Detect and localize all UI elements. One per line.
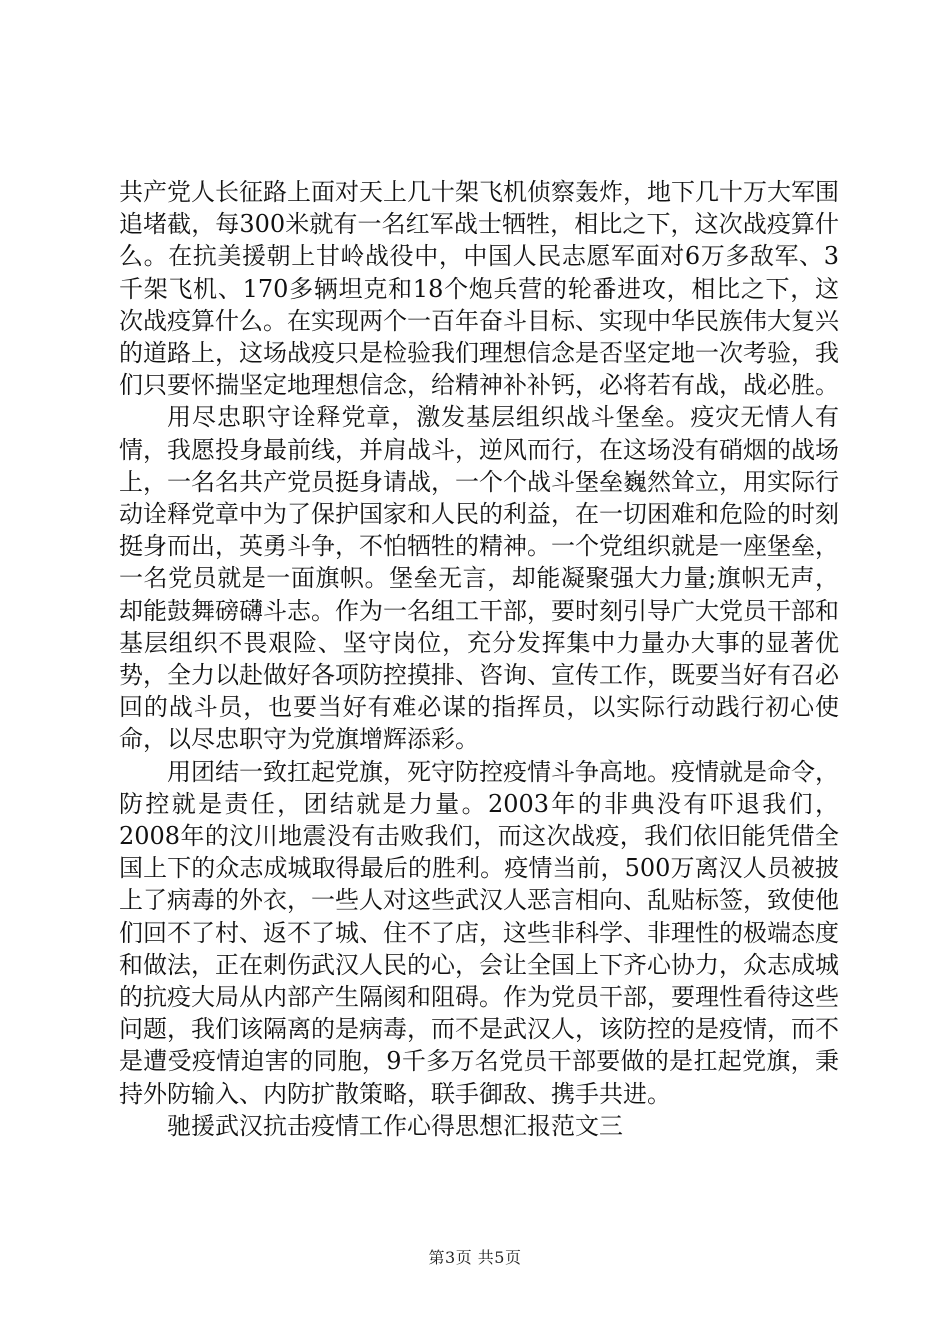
document-body [119,176,839,1142]
page-footer: 第3页 共5页 [428,1248,522,1267]
paragraph-continuation: 共产党人长征路上面对天上几十架飞机侦察轰炸，地下几十万大军围追堵截，每300米就有一名红军战士牺牲，相比之下，这次战疫算什么。在抗美援朝上甘岭战役中，中国人民志愿军面对6万多敌军、3千架飞机、170多辆坦克和18个炮兵营的轮番进攻，相比之下，这次战疫算什么。在实现两个一百年奋斗目标、实现中华民族伟大复兴的道路上，这场战疫只是检验我们理想信念是否坚定地一次考验，我们只要怀揣坚定地理想信念，给精神补补钙，必将若有战，战必胜。 [119,178,839,400]
paragraph-unity: 用团结一致扛起党旗，死守防控疫情斗争高地。疫情就是命令，防控就是责任，团结就是力量。2003年的非典没有吓退我们，2008年的汶川地震没有击败我们，而这次战疫，我们依旧能凭借全国上下的众志成城取得最后的胜利。疫情当前，500万离汉人员被披上了病毒的外衣，一些人对这些武汉人恶言相向、乱贴标签，致使他们回不了村、返不了城、住不了店，这些非科学、非理性的极端态度和做法，正在刺伤武汉人民的心，会让全国上下齐心协力，众志成城的抗疫大局从内部产生隔阂和阻碍。作为党员干部，要理性看待这些问题，我们该隔离的是病毒，而不是武汉人，该防控的是疫情，而不是遭受疫情迫害的同胞，9千多万名党员干部要做的是扛起党旗，秉持外防输入、内防扩散策略，联手御敌、携手共进。 [119,757,839,1108]
paragraph-duty: 用尽忠职守诠释党章，激发基层组织战斗堡垒。疫灾无情人有情，我愿投身最前线，并肩战斗，逆风而行，在这场没有硝烟的战场上，一名名共产党员挺身请战，一个个战斗堡垒巍然耸立，用实际行动诠释党章中为了保护国家和人民的利益，在一切困难和危险的时刻挺身而出，英勇斗争，不怕牺牲的精神。一个党组织就是一座堡垒，一名党员就是一面旗帜。堡垒无言，却能凝聚强大力量;旗帜无声，却能鼓舞磅礴斗志。作为一名组工干部，要时刻引导广大党员干部和基层组织不畏艰险、坚守岗位，充分发挥集中力量办大事的显著优势，全力以赴做好各项防控摸排、咨询、宣传工作，既要当好有召必回的战斗员，也要当好有难必谋的指挥员，以实际行动践行初心使命，以尽忠职守为党旗增辉添彩。 [119,403,839,754]
next-section-title: 驰援武汉抗击疫情工作心得思想汇报范文三 [167,1111,623,1140]
